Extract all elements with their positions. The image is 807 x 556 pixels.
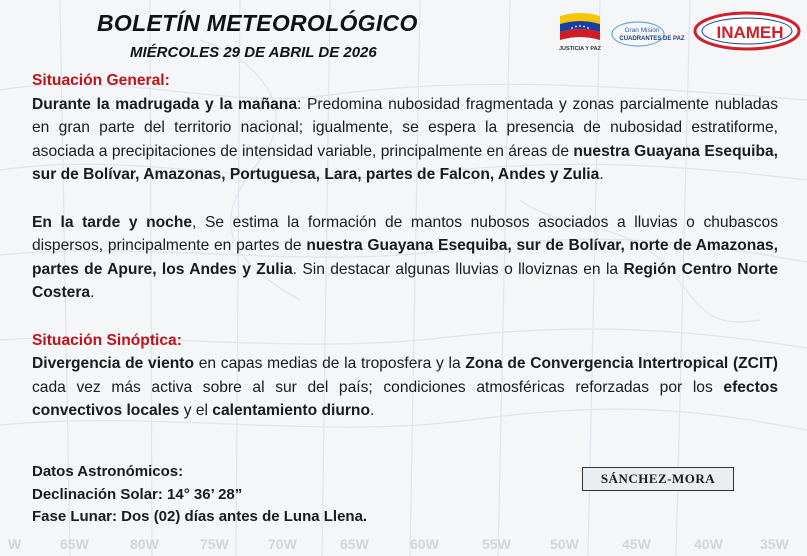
inameh-logo: [692, 10, 802, 54]
longitude-tick: 40W: [694, 536, 723, 552]
sin-bold-3: efectos convectivos locales: [32, 378, 778, 420]
situacion-sinoptica-heading: Situación Sinóptica:: [32, 331, 182, 349]
header-logos: [556, 10, 802, 54]
sin-bold-1: Divergencia de viento: [32, 355, 194, 373]
p2-bold-2: Región Centro Norte Costera: [32, 260, 778, 302]
vzla-caption: JUSTICIA Y PAZ: [559, 46, 601, 52]
gran-mision-line2: CUADRANTES DE PAZ: [619, 36, 685, 42]
longitude-tick: 55W: [482, 536, 511, 552]
bulletin-date: MIÉRCOLES 29 DE ABRIL DE 2026: [130, 44, 377, 61]
longitude-tick: 65W: [340, 536, 369, 552]
p2-text-1: , Se estima la formación de mantos nubosos asociados a lluvias o chubascos dispersos, principalmente en partes de: [32, 213, 778, 255]
astro-heading: Datos Astronómicos:: [32, 463, 184, 480]
author-badge: SÁNCHEZ-MORA: [582, 467, 734, 491]
sin-text-3: y el: [179, 402, 213, 420]
datos-astronomicos: [32, 461, 367, 529]
paragraph-tarde: [32, 211, 778, 305]
sin-text-1: en capas medias de la troposfera y la: [193, 355, 466, 373]
p2-text-2: . Sin destacar algunas lluvias o lloviznas en la: [292, 260, 624, 278]
paragraph-sinoptica: [32, 352, 778, 423]
longitude-tick: 45W: [622, 536, 651, 552]
p2-bold-1: nuestra Guayana Esequiba, sur de Bolívar, norte de Amazonas, partes de Apure, los Andes y Zulia: [32, 237, 778, 278]
p1-text-1: : Predomina nubosidad fragmentada y zonas parcialmente nubladas en gran parte del territorio nacional; igualmente, se espera la presencia de nubosidad estratiforme, asociada a precipitaciones de intensidad variable, principalmente en áreas de: [32, 95, 779, 160]
inameh-wordmark: INAMEH: [716, 23, 784, 42]
longitude-tick: 70W: [268, 536, 297, 552]
p1-bold-1: nuestra Guayana Esequiba, sur de Bolívar, Amazonas, Portuguesa, Lara, partes de Falcon, Andes y Zulia: [32, 142, 778, 184]
longitude-tick: 60W: [410, 536, 439, 552]
p1-lead: Durante la madrugada y la mañana: [32, 95, 297, 113]
longitude-tick: 75W: [200, 536, 229, 552]
longitude-tick: 35W: [760, 536, 789, 552]
situacion-general-heading: Situación General:: [32, 72, 170, 89]
map-longitude-ticks: [0, 534, 807, 556]
sin-text-2: cada vez más activa sobre al sur del país; condiciones atmosféricas reforzadas por los: [32, 378, 724, 396]
sin-bold-2: Zona de Convergencia Intertropical (ZCIT): [465, 355, 778, 373]
longitude-tick: 50W: [550, 536, 579, 552]
sin-text-4: .: [370, 402, 375, 420]
fase-lunar: Fase Lunar: Dos (02) días antes de Luna Llena.: [32, 508, 368, 525]
p2-lead: En la tarde y noche: [32, 213, 193, 231]
longitude-tick: 80W: [130, 536, 159, 552]
paragraph-madrugada: [32, 93, 778, 187]
p1-text-2: .: [599, 166, 604, 184]
longitude-tick: W: [8, 536, 22, 552]
sin-bold-4: calentamiento diurno: [212, 402, 370, 420]
gran-mision-line1: Gran Misión: [624, 27, 660, 34]
p2-text-3: .: [90, 284, 95, 302]
longitude-tick: 65W: [60, 536, 89, 552]
bulletin-title: BOLETÍN METEOROLÓGICO: [97, 10, 418, 36]
venezuela-flag-logo: [556, 10, 604, 54]
gran-mision-logo: [608, 18, 694, 50]
declinacion-solar: Declinación Solar: 14° 36’ 28”: [32, 485, 243, 503]
bulletin-body: [32, 69, 778, 423]
